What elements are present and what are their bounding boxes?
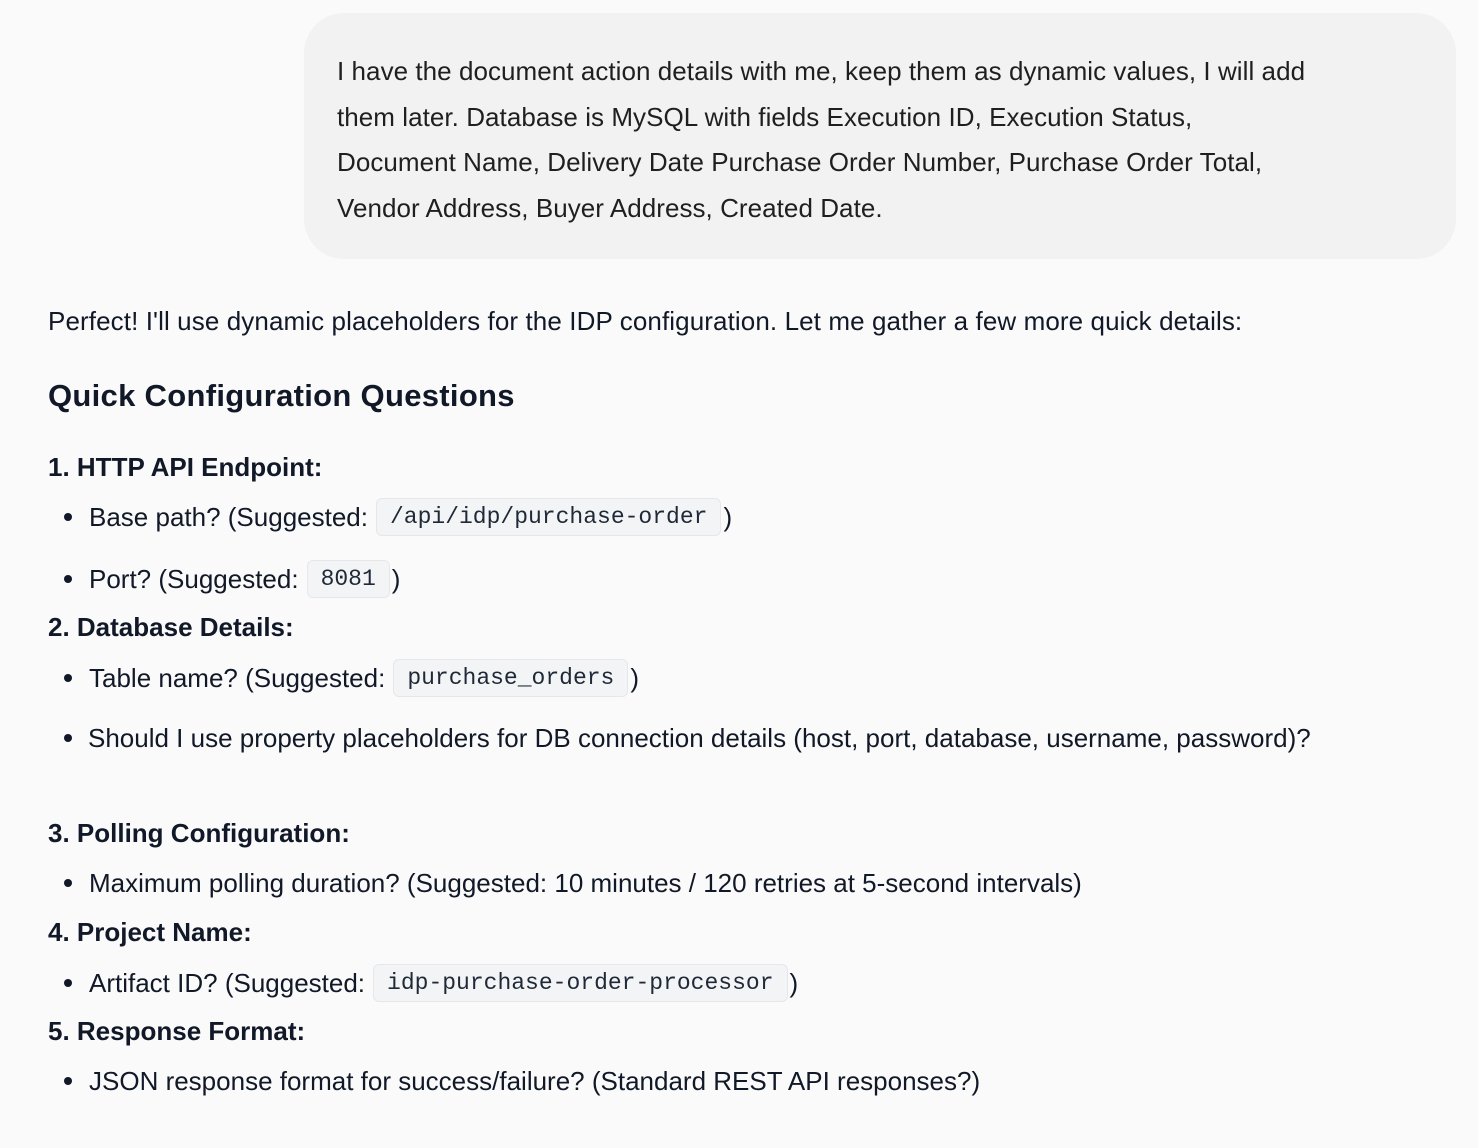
bullet-prefix: Base path? (Suggested: bbox=[89, 502, 368, 532]
bullet-prefix: Table name? (Suggested: bbox=[89, 663, 386, 693]
question-heading-database: 2. Database Details: bbox=[48, 612, 294, 642]
user-message-bubble bbox=[304, 13, 1456, 259]
bullet-polling-duration bbox=[64, 860, 1082, 906]
question-heading-http-api: 1. HTTP API Endpoint: bbox=[48, 452, 323, 482]
section-title: Quick Configuration Questions bbox=[48, 378, 515, 413]
bullet-suffix: ) bbox=[723, 502, 733, 532]
bullet-json-response bbox=[64, 1058, 980, 1104]
bullet-suffix: ) bbox=[630, 663, 640, 693]
bullet-text: JSON response format for success/failure? (Standard REST API responses?) bbox=[89, 1066, 981, 1096]
bullet-text: Maximum polling duration? (Suggested: 10 minutes / 120 retries at 5-second intervals) bbox=[89, 868, 1082, 898]
user-message-row bbox=[304, 13, 1456, 259]
bullet-port bbox=[64, 556, 400, 602]
bullet-text: Should I use property placeholders for DB connection details (host, port, database, username, password)? bbox=[88, 723, 1311, 753]
bullet-dot-icon bbox=[64, 879, 72, 887]
user-message-line: Vendor Address, Buyer Address, Created Date. bbox=[337, 192, 883, 223]
inline-code-table-name: purchase_orders bbox=[393, 659, 628, 697]
user-message-line: them later. Database is MySQL with fields Execution ID, Execution Status, bbox=[337, 101, 1193, 132]
bullet-db-placeholders bbox=[88, 715, 1388, 761]
user-message-line: Document Name, Delivery Date Purchase Order Number, Purchase Order Total, bbox=[337, 147, 1263, 177]
bullet-artifact-id bbox=[64, 960, 798, 1006]
inline-code-artifact-id: idp-purchase-order-processor bbox=[373, 964, 787, 1002]
bullet-base-path bbox=[64, 494, 732, 540]
question-heading-polling: 3. Polling Configuration: bbox=[48, 818, 350, 848]
bullet-dot-icon bbox=[64, 674, 72, 682]
bullet-dot-icon bbox=[64, 1077, 72, 1085]
assistant-intro: Perfect! I'll use dynamic placeholders for the IDP configuration. Let me gather a few more quick details: bbox=[48, 306, 1243, 336]
bullet-dot-icon bbox=[64, 513, 72, 521]
assistant-message bbox=[48, 296, 1448, 1096]
inline-code-port: 8081 bbox=[307, 560, 390, 598]
bullet-suffix: ) bbox=[391, 564, 401, 594]
user-message-line: I have the document action details with me, keep them as dynamic values, I will add bbox=[337, 56, 1306, 86]
bullet-suffix: ) bbox=[789, 968, 799, 998]
question-heading-project-name: 4. Project Name: bbox=[48, 917, 252, 947]
bullet-dot-icon bbox=[64, 734, 72, 742]
bullet-prefix: Artifact ID? (Suggested: bbox=[89, 968, 366, 998]
bullet-dot-icon bbox=[64, 575, 72, 583]
bullet-prefix: Port? (Suggested: bbox=[89, 564, 299, 594]
question-heading-response-format: 5. Response Format: bbox=[48, 1016, 306, 1046]
bullet-dot-icon bbox=[64, 979, 72, 987]
inline-code-base-path: /api/idp/purchase-order bbox=[376, 498, 721, 536]
bullet-table-name bbox=[64, 655, 639, 701]
